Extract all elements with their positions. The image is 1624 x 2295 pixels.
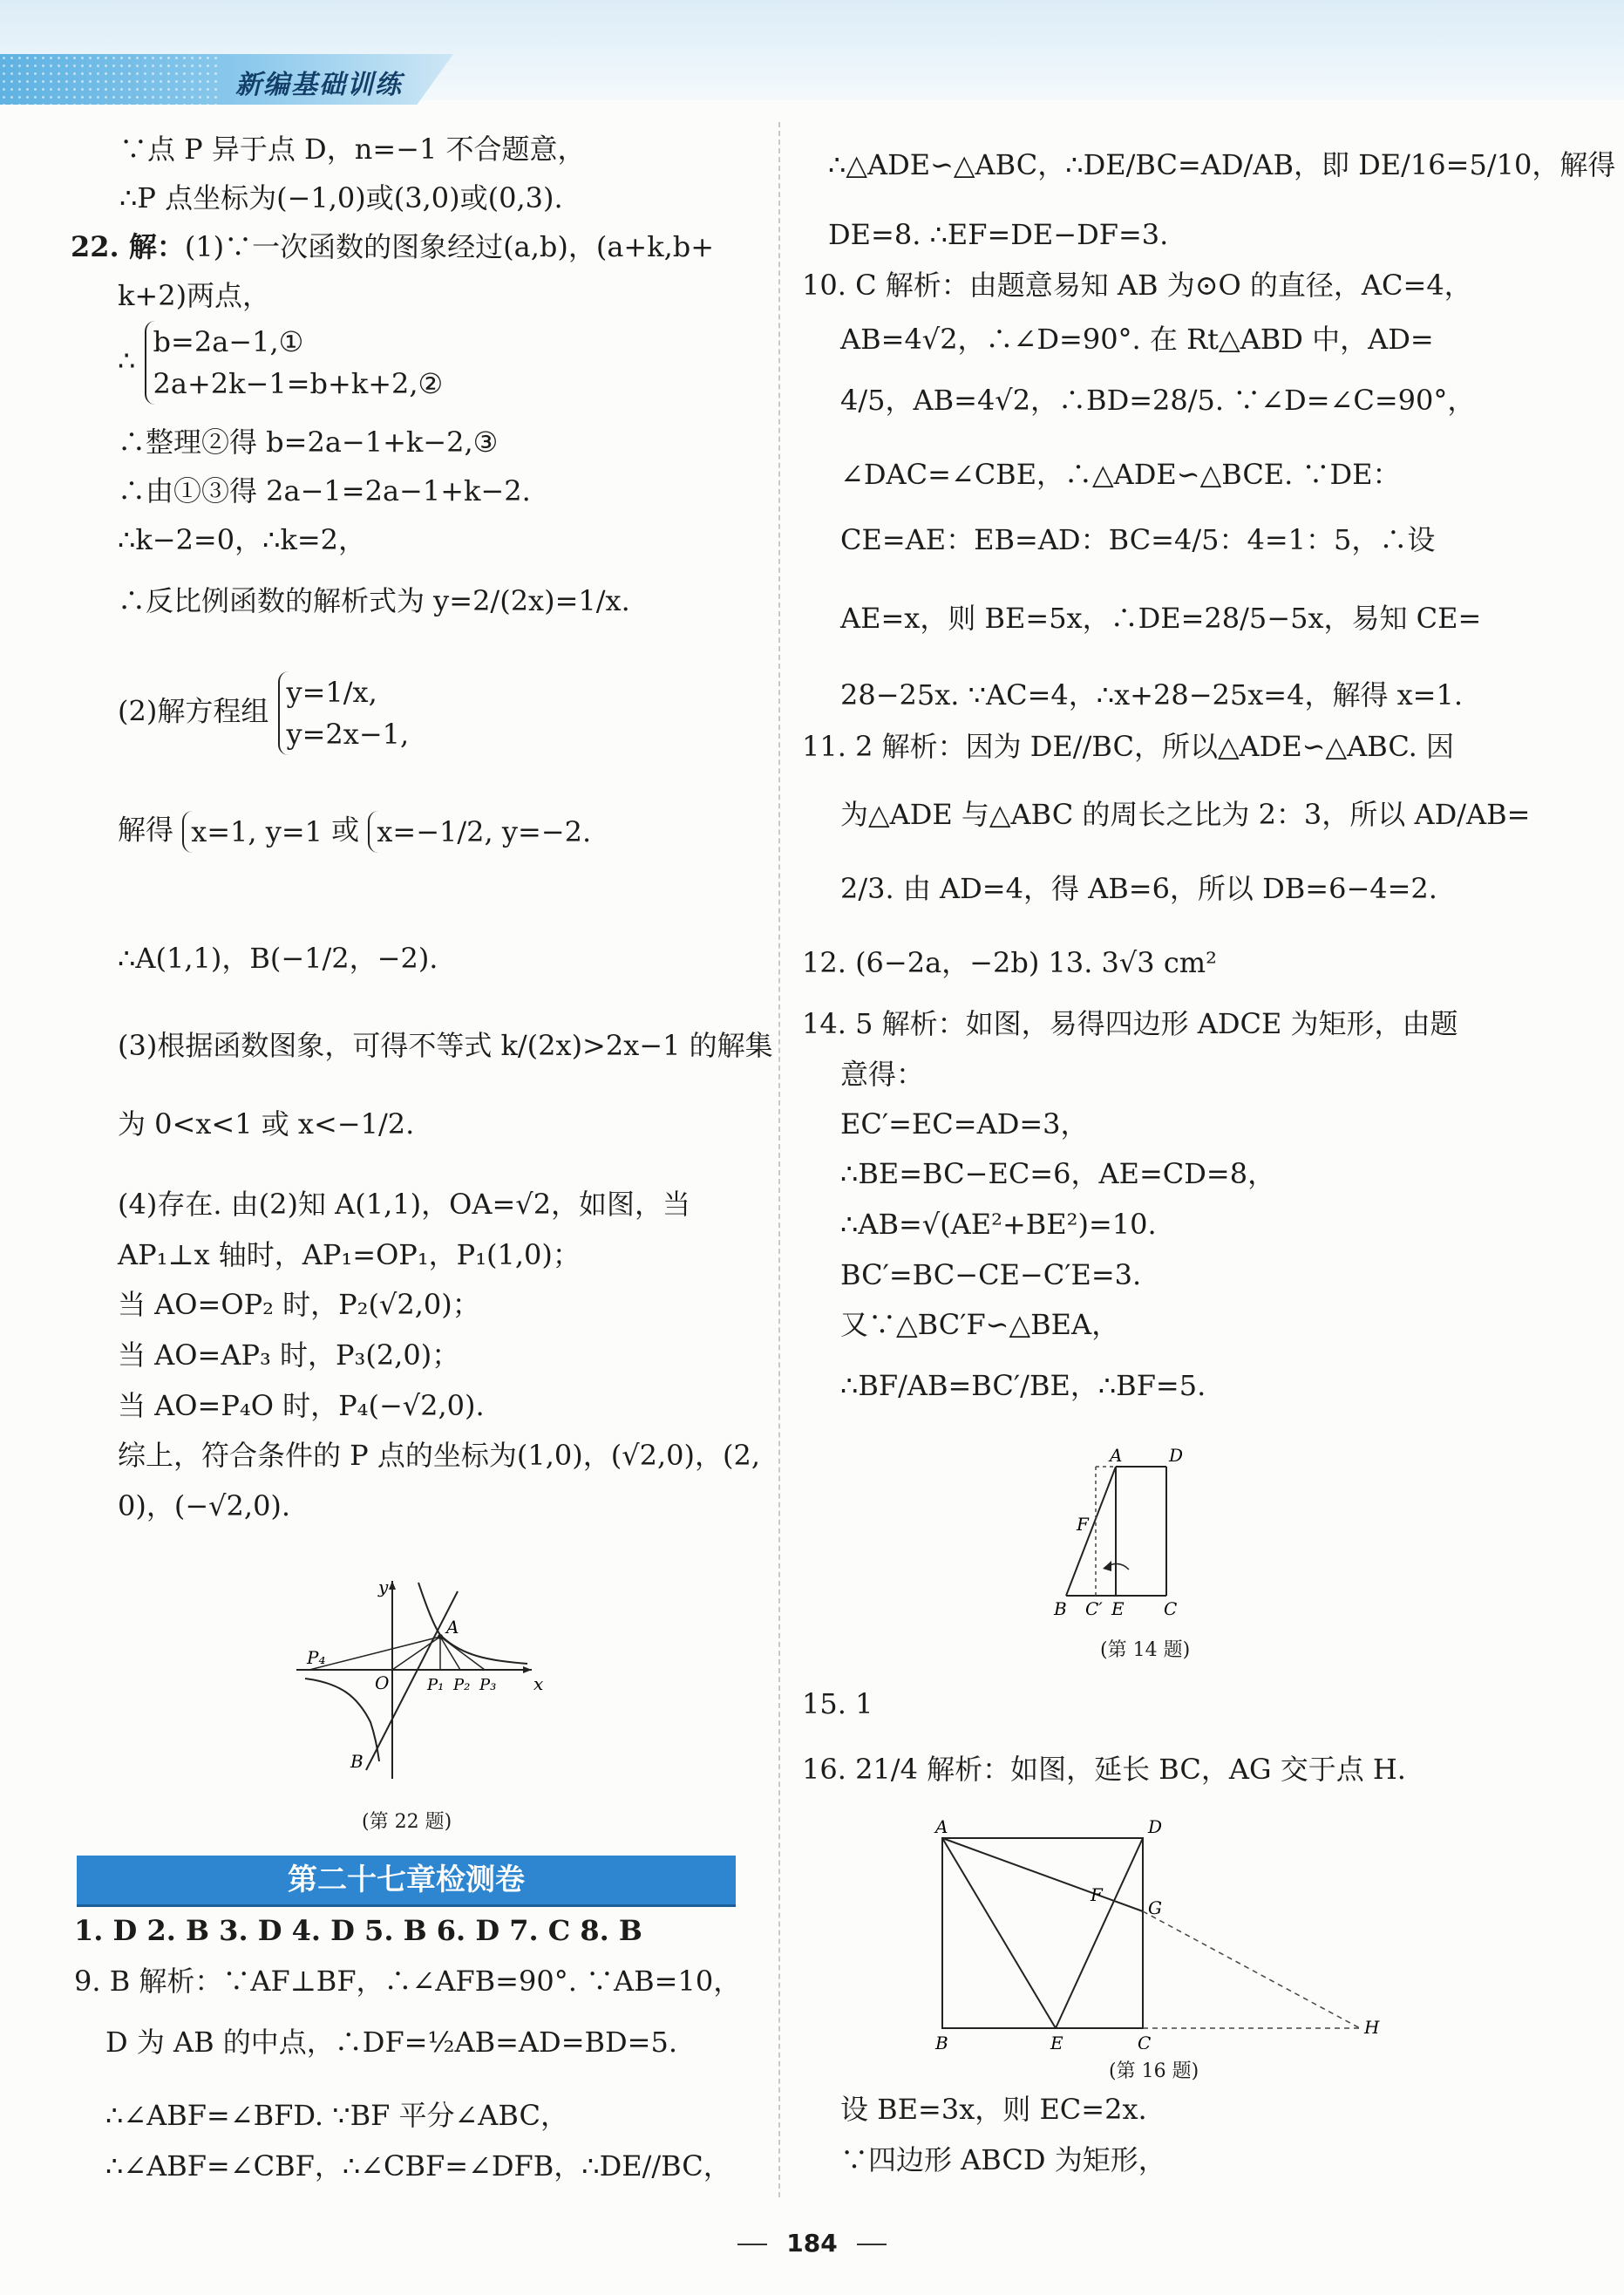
segment-AB [1066, 1467, 1116, 1596]
page-footer [0, 2229, 1624, 2258]
text-line: 为△ADE 与△ABC 的周长之比为 2：3，所以 AD/AB= [840, 798, 1531, 831]
fig14-label-C-prime: C′ [1085, 1598, 1103, 1619]
system-brace [145, 321, 444, 405]
fig22-label-B: B [350, 1751, 364, 1772]
fig14-label-B: B [1054, 1598, 1067, 1619]
fig14-label-F: F [1077, 1514, 1089, 1535]
header-dots [0, 54, 218, 105]
text-line: 意得： [840, 1058, 925, 1091]
fig14-label-C: C [1164, 1598, 1178, 1619]
text-line: CE=AE：EB=AD：BC=4/5：4=1：5，∴设 [840, 523, 1436, 556]
fig16-label-H: H [1364, 2017, 1380, 2038]
fig22-label-x: x [533, 1673, 544, 1694]
fig16-label-E: E [1050, 2033, 1063, 2049]
text-line: 4/5，AB=4√2，∴BD=28/5. ∵∠D=∠C=90°， [840, 384, 1476, 417]
text-line: k+2)两点， [118, 279, 271, 312]
fig16-label-A: A [935, 1816, 948, 1837]
text-line: AB=4√2，∴∠D=90°. 在 Rt△ABD 中，AD= [840, 323, 1434, 356]
text-span: 解得 [118, 813, 174, 847]
text-line: 当 AO=P₄O 时，P₄(−√2,0). [118, 1389, 485, 1422]
text-line: 16. 21/4 解析：如图，延长 BC，AG 交于点 H. [802, 1753, 1406, 1786]
fig22-label-P4: P₄ [307, 1647, 326, 1668]
text-line: 12. (6−2a，−2b) 13. 3√3 cm² [802, 946, 1217, 979]
text-line: ∴P 点坐标为(−1,0)或(3,0)或(0,3). [119, 181, 563, 215]
fig22-label-P1: P₁ [427, 1676, 445, 1694]
equation-system [118, 811, 591, 853]
q22-label: 22. 解： [71, 230, 185, 263]
text-line: 0)，(−√2,0). [118, 1489, 291, 1522]
segment-ED [1056, 1838, 1143, 2028]
text-line: ∴∠ABF=∠BFD. ∵BF 平分∠ABC， [105, 2099, 568, 2132]
equation: x=−1/2, y=−2. [377, 815, 592, 848]
text-line: ∴整理②得 b=2a−1+k−2,③ [118, 426, 499, 459]
x-axis-arrow [523, 1666, 532, 1673]
text-line: 14. 5 解析：如图，易得四边形 ADCE 为矩形，由题 [802, 1007, 1458, 1040]
text-line: BC′=BC−CE−C′E=3. [840, 1258, 1142, 1291]
text-line: 当 AO=AP₃ 时，P₃(2,0)； [118, 1338, 460, 1372]
equation: y=2x−1, [286, 718, 410, 751]
fig22-label-A: A [446, 1617, 459, 1638]
fig16-label-G: G [1148, 1897, 1162, 1918]
text-line: D 为 AB 的中点，∴DF=½AB=AD=BD=5. [105, 2026, 678, 2059]
text-line: 综上，符合条件的 P 点的坐标为(1,0)，(√2,0)，(2, [118, 1439, 761, 1472]
system-brace [278, 671, 410, 755]
text-line: ∴∠ABF=∠CBF，∴∠CBF=∠DFB，∴DE//BC， [105, 2149, 731, 2183]
fold-arrowhead [1103, 1561, 1111, 1571]
segment-AE [942, 1838, 1056, 2028]
text-line: 28−25x. ∵AC=4，∴x+28−25x=4，解得 x=1. [840, 678, 1464, 712]
text-line: AP₁⊥x 轴时，AP₁=OP₁，P₁(1,0)； [118, 1238, 581, 1271]
text-line: (4)存在. 由(2)知 A(1,1)，OA=√2，如图，当 [118, 1188, 691, 1221]
text-line: 为 0<x<1 或 x<−1/2. [118, 1107, 415, 1141]
fig14-caption: (第 14 题) [1100, 1639, 1191, 1661]
text-line: (3)根据函数图象，可得不等式 k/(2x)>2x−1 的解集 [118, 1029, 773, 1062]
segment-AO [392, 1637, 440, 1670]
text-span: (2)解方程组 [118, 694, 269, 728]
fig16-label-B: B [935, 2033, 948, 2049]
figure-16 [920, 1814, 1408, 2049]
text-line: ∠DAC=∠CBE，∴△ADE∽△BCE. ∵DE： [840, 458, 1401, 491]
fig14-label-D: D [1169, 1447, 1184, 1466]
text-line: ∴BE=BC−EC=6，AE=CD=8， [840, 1157, 1276, 1190]
dashed-GH [1143, 1911, 1360, 2028]
text-line: ∴k−2=0，∴k=2， [118, 523, 367, 556]
column-divider [778, 122, 780, 2197]
fig22-label-P3: P₃ [479, 1676, 497, 1694]
answers-row: 1. D 2. B 3. D 4. D 5. B 6. D 7. C 8. B [74, 1914, 642, 1947]
text-line [71, 230, 714, 263]
system-brace [368, 811, 591, 853]
y-axis-arrow [389, 1581, 396, 1590]
text-line: ∵四边形 ABCD 为矩形， [840, 2143, 1166, 2176]
equation-system [118, 671, 409, 755]
segment-AP2 [440, 1637, 460, 1670]
chapter-banner: 第二十七章检测卷 [77, 1856, 736, 1904]
page-number: 184 [786, 2229, 838, 2258]
equation-system [118, 321, 443, 405]
text-span: 或 [331, 813, 360, 847]
fig16-caption: (第 16 题) [1109, 2060, 1199, 2082]
text-line: 设 BE=3x，则 EC=2x. [840, 2093, 1147, 2126]
text-line: EC′=EC=AD=3， [840, 1107, 1089, 1141]
equation: 2a+2k−1=b+k+2,② [153, 367, 444, 400]
text-span: (1)∵一次函数的图象经过(a,b)，(a+k,b+ [184, 230, 715, 263]
fig22-label-O: O [375, 1672, 390, 1693]
fig22-caption: (第 22 题) [362, 1811, 452, 1833]
text-line: 2/3. 由 AD=4，得 AB=6，所以 DB=6−4=2. [840, 872, 1437, 905]
footer-dash-right [857, 2244, 887, 2245]
equation: x=1, y=1 [191, 815, 323, 848]
hyperbola-branch-1 [418, 1583, 527, 1664]
text-line: DE=8. ∴EF=DE−DF=3. [828, 218, 1169, 251]
text-line: 又∵△BC′F∽△BEA， [840, 1308, 1120, 1341]
text-line: AE=x，则 BE=5x，∴DE=28/5−5x，易知 CE= [840, 602, 1482, 635]
segment-AG [942, 1838, 1143, 1911]
figure-14 [1042, 1447, 1242, 1622]
text-line: ∴A(1,1)，B(−1/2，−2). [118, 942, 438, 975]
text-line: 11. 2 解析：因为 DE//BC，所以△ADE∽△ABC. 因 [802, 730, 1455, 763]
text-line: ∴AB=√(AE²+BE²)=10. [840, 1208, 1157, 1241]
fig16-label-D: D [1148, 1816, 1163, 1837]
fig16-label-F: F [1091, 1884, 1103, 1905]
equation: b=2a−1,① [153, 325, 304, 358]
text-line: ∴由①③得 2a−1=2a−1+k−2. [118, 474, 531, 507]
therefore-symbol: ∴ [118, 344, 136, 378]
fig22-label-P2: P₂ [453, 1676, 471, 1694]
footer-dash-left [737, 2244, 767, 2245]
fig22-label-y: y [378, 1577, 389, 1597]
text-line: 9. B 解析：∵AF⊥BF，∴∠AFB=90°. ∵AB=10， [74, 1965, 742, 1998]
text-line: ∴△ADE∽△ABC，∴DE/BC=AD/AB，即 DE/16=5/10，解得 [828, 148, 1616, 181]
text-line: 10. C 解析：由题意易知 AB 为⊙O 的直径，AC=4， [802, 269, 1472, 302]
text-line: ∵点 P 异于点 D，n=−1 不合题意， [119, 133, 586, 166]
fig14-label-A: A [1110, 1447, 1123, 1466]
header-title: 新编基础训练 [235, 70, 403, 100]
text-line: 当 AO=OP₂ 时，P₂(√2,0)； [118, 1288, 480, 1321]
text-line: ∴反比例函数的解析式为 y=2/(2x)=1/x. [118, 584, 630, 617]
segment-AP3 [440, 1637, 485, 1670]
equation: y=1/x, [286, 676, 377, 709]
figure-22 [288, 1574, 549, 1783]
system-brace [182, 811, 323, 853]
rectangle-ABCD [942, 1838, 1143, 2028]
point-A [438, 1634, 443, 1639]
fig14-label-E: E [1111, 1598, 1125, 1619]
hyperbola-branch-2 [305, 1679, 379, 1761]
text-line: 15. 1 [802, 1687, 873, 1720]
text-line: ∴BF/AB=BC′/BE，∴BF=5. [840, 1369, 1206, 1402]
fig16-label-C: C [1138, 2033, 1152, 2049]
